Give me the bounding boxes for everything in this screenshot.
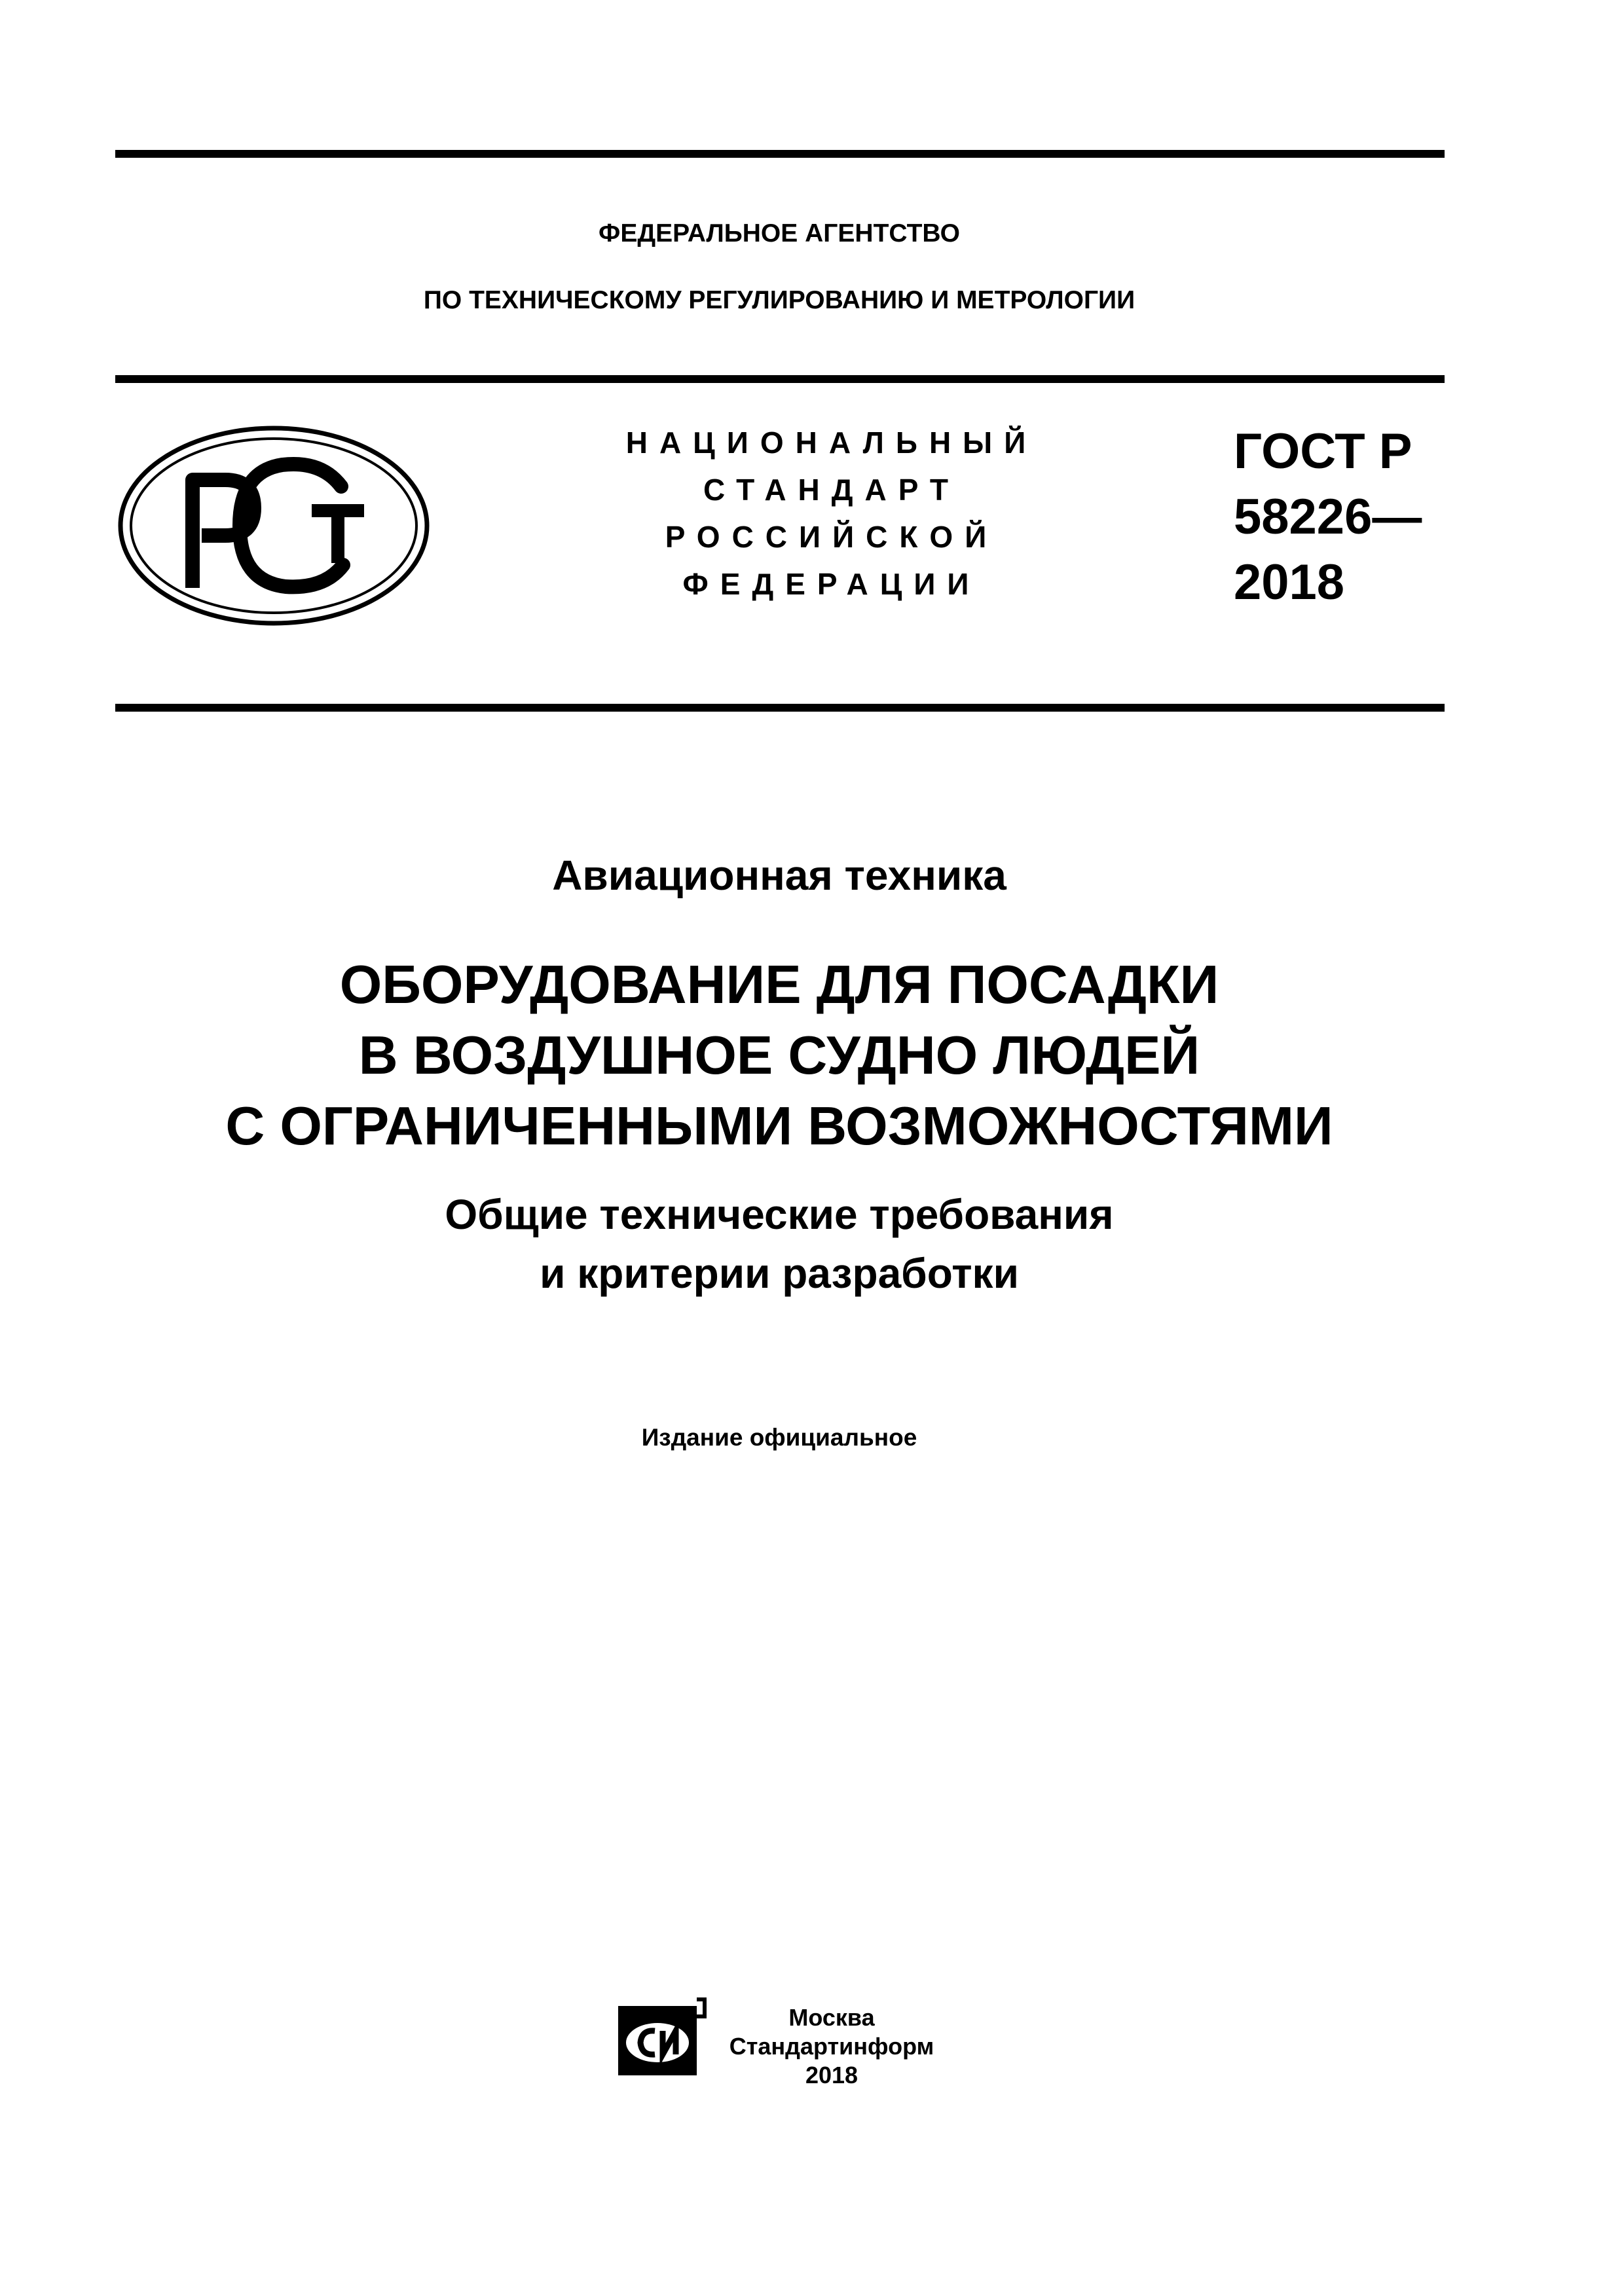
designation-line: 2018 bbox=[1234, 555, 1345, 610]
top-rule bbox=[115, 150, 1445, 158]
publisher-year: 2018 bbox=[805, 2062, 858, 2088]
standard-designation bbox=[1234, 419, 1422, 615]
subtitle-line: и критерии разработки bbox=[540, 1250, 1019, 1297]
subtitle-line: Общие технические требования bbox=[445, 1191, 1114, 1238]
standard-type-line: СТАНДАРТ bbox=[703, 473, 960, 507]
national-standard-label bbox=[602, 419, 1061, 608]
standard-type-line: РОССИЙСКОЙ bbox=[665, 520, 999, 554]
standard-type-line: НАЦИОНАЛЬНЫЙ bbox=[625, 426, 1038, 460]
publisher-city: Москва bbox=[788, 2004, 875, 2031]
title-line: С ОГРАНИЧЕННЫМИ ВОЗМОЖНОСТЯМИ bbox=[225, 1095, 1333, 1156]
edition-label: Издание официальное bbox=[641, 1424, 917, 1451]
title-line: ОБОРУДОВАНИЕ ДЛЯ ПОСАДКИ bbox=[339, 954, 1219, 1015]
subject-heading: Авиационная техника bbox=[552, 852, 1006, 899]
title-rule bbox=[115, 704, 1445, 712]
agency-line-1: ФЕДЕРАЛЬНОЕ АГЕНТСТВО bbox=[599, 219, 960, 247]
agency-line-2: ПО ТЕХНИЧЕСКОМУ РЕГУЛИРОВАНИЮ И МЕТРОЛОГИИ bbox=[423, 286, 1135, 314]
standard-type-line: ФЕДЕРАЦИИ bbox=[682, 567, 981, 601]
title-line: В ВОЗДУШНОЕ СУДНО ЛЮДЕЙ bbox=[358, 1025, 1200, 1085]
designation-line: 58226— bbox=[1234, 489, 1422, 545]
document-title bbox=[0, 949, 1559, 1161]
header-rule bbox=[115, 375, 1445, 383]
standartinform-logo-icon bbox=[616, 1997, 707, 2079]
designation-line: ГОСТ Р bbox=[1234, 424, 1412, 479]
gost-r-mark-icon bbox=[115, 424, 432, 627]
document-subtitle bbox=[0, 1185, 1559, 1303]
publisher-name: Стандартинформ bbox=[729, 2033, 934, 2060]
publisher-block bbox=[724, 2003, 940, 2090]
